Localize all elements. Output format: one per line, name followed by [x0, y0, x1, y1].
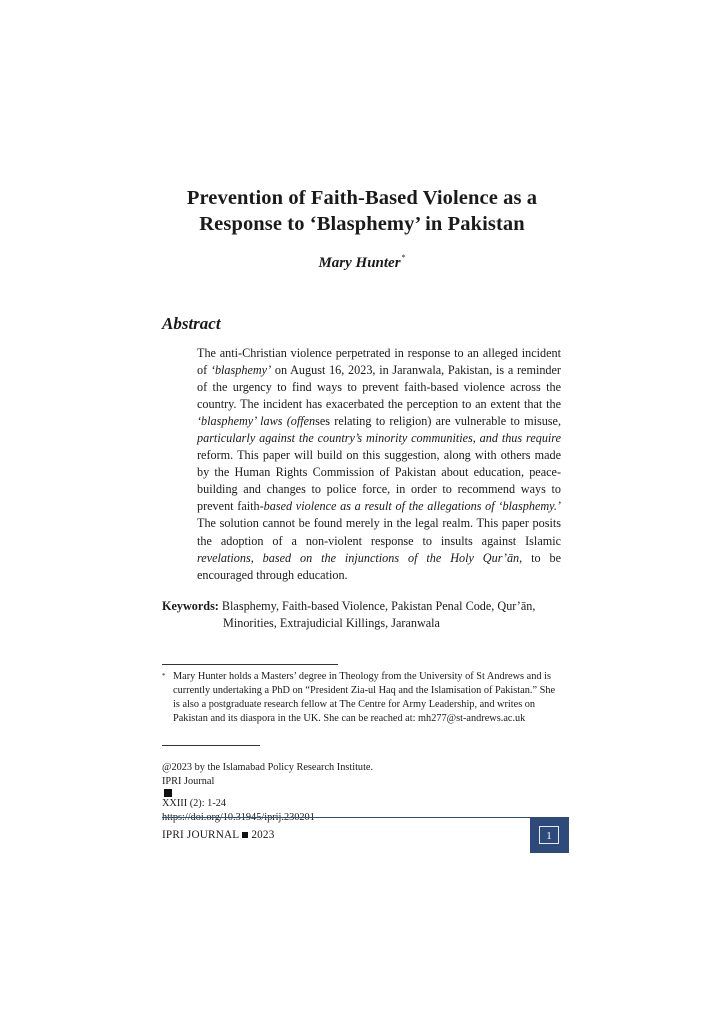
abstract-part: on August 16, 2023, in Jaranwala, Pakistan, is a reminder of the urgency to find ways to prevent faith-based violence across the country. The incident has exacerbated the perception to an extent that the — [197, 363, 561, 412]
footnote-mark: * — [162, 672, 166, 680]
footnote-text: Mary Hunter holds a Masters’ degree in Theology from the University of St Andrews and is currently undertaking a PhD on “President Zia-ul Haq and the Islamisation of Pakistan.” She is also a postgraduate research fellow at The Centre for Army Leadership, and writes on Pakistan and its diaspora in the UK. She can be reached at: mh277@st-andrews.ac.uk — [173, 671, 556, 725]
keywords-block — [162, 598, 582, 632]
square-bullet-icon — [242, 832, 248, 838]
copyright-block — [162, 761, 373, 825]
author-footnote-mark[interactable]: * — [401, 253, 406, 262]
footnote — [162, 670, 562, 726]
abstract-part: ses relating to religion) are vulnerable to misuse, — [315, 414, 562, 429]
abstract-heading: Abstract — [162, 314, 221, 333]
footer-journal: IPRI JOURNAL — [162, 829, 240, 841]
paper-title — [110, 185, 614, 237]
abstract-part-italic: ‘blasphemy’ — [210, 363, 272, 378]
copyright-divider — [162, 745, 260, 746]
square-bullet-icon — [164, 789, 172, 797]
abstract-part: The anti-Christian violence perpetrated in response to an alleged incident of — [197, 346, 561, 378]
title-line-1: Prevention of Faith-Based Violence as a — [186, 187, 538, 209]
footer-year: 2023 — [251, 829, 275, 841]
abstract-part-italic: particularly against the country’s minority communities, and thus require — [197, 431, 561, 446]
abstract-part: The solution cannot be found merely in the legal realm. This paper posits the adoption of a non-violent response to insults against Islamic — [197, 516, 561, 548]
abstract-part-italic: based violence as a result of the allegations of ‘blasphemy.’ — [263, 499, 561, 514]
author-name-block — [0, 253, 724, 272]
keywords-line-2: Minorities, Extrajudicial Killings, Jaranwala — [223, 616, 440, 630]
journal-name: IPRI Journal — [162, 776, 215, 787]
title-line-2: Response to ‘Blasphemy’ in Pakistan — [199, 213, 525, 235]
footnote-divider — [162, 664, 338, 665]
abstract-part: reform. This paper will build on this suggestion, along with others made by the Human Rights Commission of Pakistan about education, peace-building and changes to police force, in order to recommend ways to prevent faith- — [197, 448, 561, 514]
keywords-label: Keywords: — [162, 599, 219, 613]
journal-citation — [162, 775, 373, 811]
running-footer — [162, 829, 275, 841]
abstract-part-italic: ‘blasphemy’ laws (offen — [197, 414, 316, 429]
footer-divider — [162, 817, 569, 818]
author-name: Mary Hunter — [318, 255, 401, 271]
abstract-part: , to be encouraged through education. — [197, 550, 561, 582]
doi-link[interactable]: https://doi.org/10.31945/iprij.230201 — [162, 812, 315, 823]
page-number: 1 — [539, 826, 559, 844]
journal-volume: XXIII (2): 1-24 — [162, 798, 227, 809]
abstract-text — [197, 345, 561, 584]
keywords-line-1: Blasphemy, Faith-based Violence, Pakistan Penal Code, Qur’ān, — [221, 599, 536, 613]
page-number-box — [530, 817, 569, 853]
copyright-line: @2023 by the Islamabad Policy Research Institute. — [162, 762, 374, 773]
abstract-part-italic: revelations, based on the injunctions of the Holy Qur’ān — [197, 550, 520, 565]
